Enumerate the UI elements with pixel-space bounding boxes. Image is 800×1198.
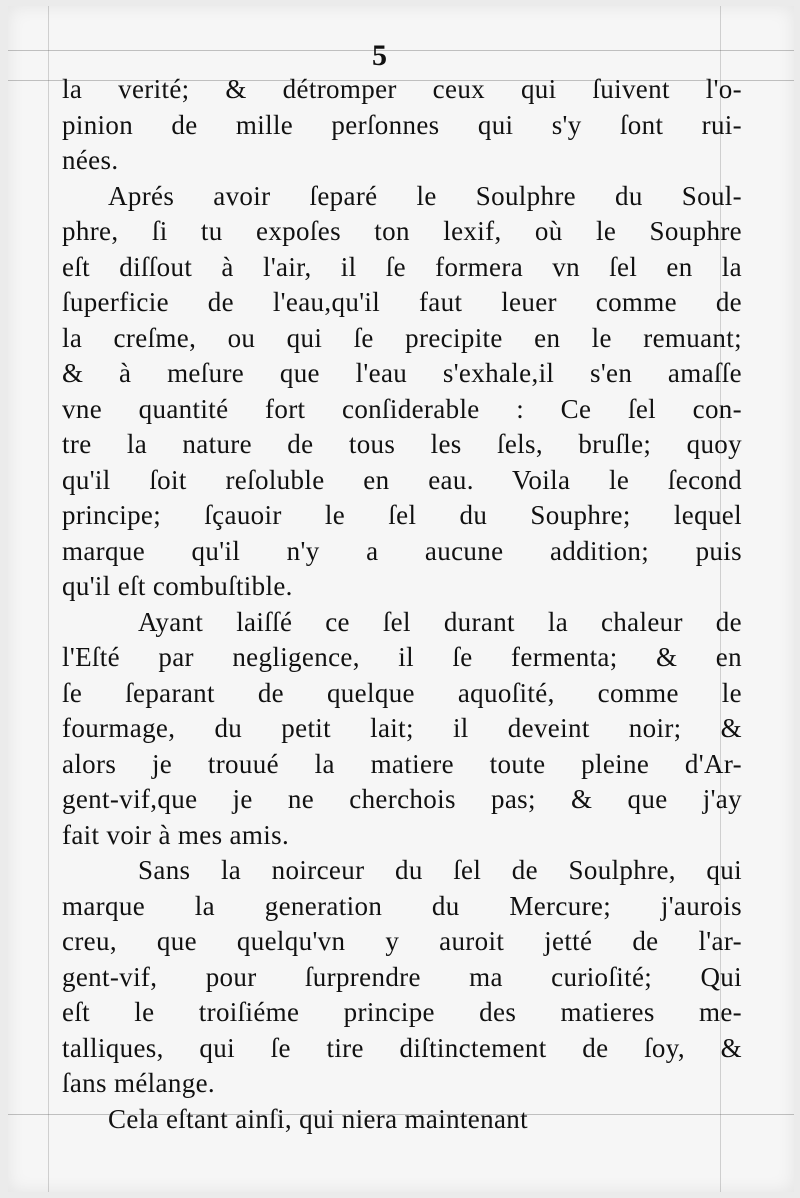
text-line: creu, que quelqu'vn y auroit jetté de l'ar- bbox=[62, 926, 742, 956]
text-line: principe; ſçauoir le ſel du Souphre; lequel bbox=[62, 500, 742, 530]
text-line: ſe ſeparant de quelque aquoſité, comme le bbox=[62, 677, 742, 708]
page-number: 5 bbox=[372, 39, 387, 72]
paragraph-start-line: Cela eſtant ainſi, qui niera maintenant bbox=[108, 1103, 529, 1134]
text-line: eſt diſſout à l'air, il ſe formera vn ſel en la bbox=[62, 251, 742, 282]
text-line: & à meſure que l'eau s'exhale,il s'en amaſſe bbox=[62, 358, 742, 388]
text-line: fait voir à mes amis. bbox=[62, 819, 290, 850]
text-line: talliques, qui ſe tire diſtinctement de ſoy, & bbox=[62, 1032, 742, 1063]
text-line: eſt le troiſiéme principe des matieres me- bbox=[62, 997, 742, 1027]
body-text bbox=[62, 72, 742, 1137]
paragraph-start-line: Aprés avoir ſeparé le Soulphre du Soul- bbox=[108, 180, 742, 211]
text-line: phre, ſi tu expoſes ton lexif, où le Souphre bbox=[62, 216, 742, 246]
text-line: ſuperficie de l'eau,qu'il faut leuer comme de bbox=[62, 287, 742, 317]
text-line: fourmage, du petit lait; il deveint noir; & bbox=[62, 713, 742, 743]
text-line: tre la nature de tous les ſels, bruſle; quoy bbox=[62, 429, 742, 459]
text-line: marque qu'il n'y a aucune addition; puis bbox=[62, 535, 742, 566]
text-line: ſans mélange. bbox=[62, 1068, 215, 1098]
text-line: nées. bbox=[62, 145, 119, 175]
page-rule-top bbox=[8, 50, 794, 51]
paragraph-start-line: Sans la noirceur du ſel de Soulphre, qui bbox=[138, 855, 742, 885]
text-line: marque la generation du Mercure; j'aurois bbox=[62, 890, 742, 921]
page-rule-left bbox=[48, 6, 49, 1192]
text-line: l'Eſté par negligence, il ſe fermenta; & en bbox=[62, 642, 742, 672]
text-line: vne quantité fort conſiderable : Ce ſel con- bbox=[62, 393, 742, 424]
text-line: gent-vif, pour ſurprendre ma curioſité; Qui bbox=[62, 961, 742, 992]
text-line: alors je trouué la matiere toute pleine d'Ar- bbox=[62, 748, 742, 779]
text-line: qu'il ſoit reſoluble en eau. Voila le ſecond bbox=[62, 464, 742, 495]
text-line: la creſme, ou qui ſe precipite en le remuant; bbox=[62, 322, 742, 353]
paragraph-start-line: Ayant laiſſé ce ſel durant la chaleur de bbox=[138, 606, 742, 637]
text-line: qu'il eſt combuſtible. bbox=[62, 571, 293, 601]
text-line: la verité; & détromper ceux qui ſuivent l'o- bbox=[62, 74, 742, 104]
text-line: gent-vif,que je ne cherchois pas; & que j'ay bbox=[62, 784, 742, 814]
book-page bbox=[8, 6, 794, 1192]
text-line: pinion de mille perſonnes qui s'y ſont rui- bbox=[62, 109, 742, 140]
